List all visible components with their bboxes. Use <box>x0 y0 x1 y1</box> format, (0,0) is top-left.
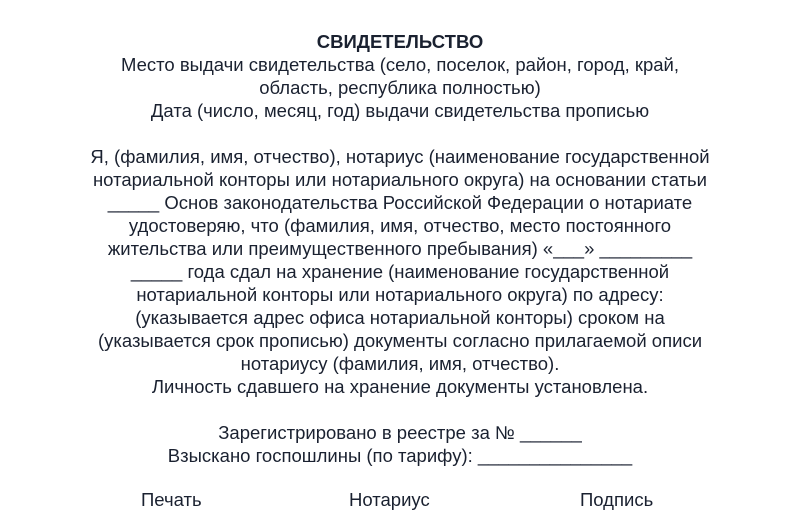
registry-number-line: Зарегистрировано в реестре за № ______ <box>218 422 582 443</box>
notary-label: Нотариус <box>349 489 430 510</box>
print-label: Печать <box>141 489 202 510</box>
issue-place-line-2: область, республика полностью) <box>259 77 541 98</box>
body-line-10: нотариусу (фамилия, имя, отчество). <box>240 353 560 374</box>
body-line-2: нотариальной конторы или нотариального округа) на основании статьи <box>92 169 708 190</box>
body-line-6: _____ года сдал на хранение (наименование государственной <box>130 261 670 282</box>
body-line-8: (указывается адрес офиса нотариальной конторы) сроком на <box>135 307 665 328</box>
paragraph-spacer <box>0 398 800 421</box>
body-line-5: жительства или преимущественного пребывания) «___» _________ <box>107 238 693 259</box>
signature-label: Подпись <box>580 489 654 510</box>
paragraph-spacer <box>0 122 800 145</box>
identity-confirmed-line: Личность сдавшего на хранение документы установлена. <box>151 376 649 397</box>
certificate-document <box>0 30 800 467</box>
body-line-4: удостоверяю, что (фамилия, имя, отчество, место постоянного <box>128 215 672 236</box>
document-title: СВИДЕТЕЛЬСТВО <box>316 31 484 52</box>
issue-date-line: Дата (число, месяц, год) выдачи свидетельства прописью <box>150 100 650 121</box>
state-fee-line: Взыскано госпошлины (по тарифу): _______________ <box>167 445 633 466</box>
body-line-9: (указывается срок прописью) документы согласно прилагаемой описи <box>97 330 703 351</box>
issue-place-line-1: Место выдачи свидетельства (село, поселок, район, город, край, <box>120 54 680 75</box>
body-line-3: _____ Основ законодательства Российской Федерации о нотариате <box>107 192 693 213</box>
body-line-7: нотариальной конторы или нотариального округа) по адресу: <box>136 284 664 305</box>
body-line-1: Я, (фамилия, имя, отчество), нотариус (наименование государственной <box>90 146 710 167</box>
